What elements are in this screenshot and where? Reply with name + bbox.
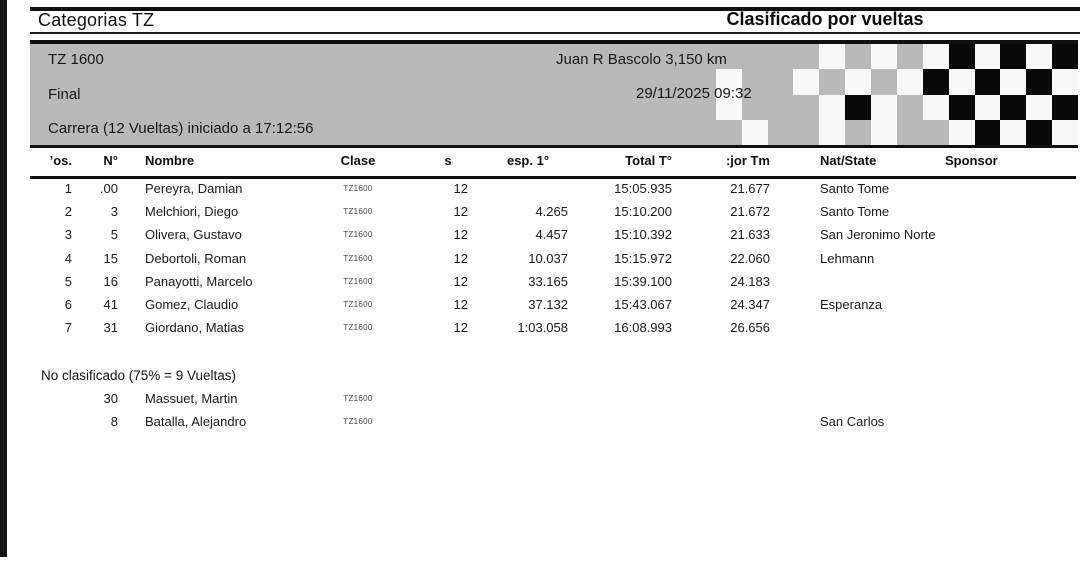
cell-gap-to-first: 37.132	[528, 297, 568, 312]
cell-car-number: 15	[103, 250, 118, 266]
cell-driver-name: Batalla, Alejandro	[145, 414, 247, 429]
cell-class: TZ1600	[343, 230, 373, 240]
cell-class: TZ1600	[343, 417, 373, 426]
checker-square	[1000, 44, 1026, 69]
checker-square	[768, 120, 794, 145]
cell-laps: 12	[453, 273, 468, 289]
checker-square	[897, 120, 923, 145]
checker-square	[793, 44, 819, 69]
checker-square	[742, 44, 768, 69]
checker-square	[819, 69, 845, 94]
cell-pos: 7	[64, 320, 72, 336]
checker-square	[1026, 120, 1052, 145]
cell-best-lap: 22.060	[730, 250, 770, 266]
checker-square	[897, 44, 923, 69]
cell-total-time: 15:39.100	[614, 273, 672, 289]
checker-square	[871, 120, 897, 145]
not-classified-row	[30, 391, 1078, 409]
cell-gap-to-first: 1:03.058	[517, 320, 568, 336]
cell-driver-name: Debortoli, Roman	[145, 250, 247, 266]
checker-square	[975, 95, 1001, 120]
cell-best-lap: 24.347	[730, 297, 770, 312]
checker-square	[768, 95, 794, 120]
report-title: Clasificado por vueltas	[726, 9, 924, 29]
cell-nat-state: Santo Tome	[820, 181, 890, 196]
cell-laps: 12	[453, 204, 468, 220]
checker-square	[975, 120, 1001, 145]
checker-square	[871, 95, 897, 120]
cell-driver-name: Melchiori, Diego	[145, 204, 239, 220]
cell-car-number: 16	[103, 273, 118, 289]
checker-square	[1052, 44, 1078, 69]
cell-driver-name: Olivera, Gustavo	[145, 227, 242, 243]
header-nat-state: Nat/State	[820, 153, 877, 168]
cell-car-number: 5	[110, 227, 118, 243]
cell-laps: 12	[453, 320, 468, 336]
cell-nat-state: Esperanza	[820, 297, 883, 312]
cell-best-lap: 21.677	[730, 181, 770, 196]
report-datetime: 29/11/2025 09:32	[636, 85, 752, 102]
checker-square	[845, 120, 871, 145]
checker-square	[768, 44, 794, 69]
checker-square	[819, 120, 845, 145]
result-row	[30, 297, 1078, 315]
cell-nat-state: San Carlos	[820, 414, 885, 429]
checker-square	[1026, 95, 1052, 120]
checker-square	[975, 69, 1001, 94]
cell-laps: 12	[453, 181, 468, 196]
cell-class: TZ1600	[343, 184, 373, 193]
cell-nat-state: San Jeronimo Norte	[820, 227, 936, 243]
checker-square	[716, 120, 742, 145]
checker-square	[793, 95, 819, 120]
category-title: Categorias TZ	[38, 10, 155, 30]
header-best-lap: :jor Tm	[725, 153, 770, 168]
race-start-info: Carrera (12 Vueltas) iniciado a 17:12:56	[48, 120, 314, 137]
cell-class: TZ1600	[343, 253, 373, 263]
title-underline	[30, 32, 1080, 34]
cell-class: TZ1600	[343, 300, 373, 309]
not-classified-label: No clasificado (75% = 9 Vueltas)	[41, 368, 236, 383]
cell-gap-to-first: 10.037	[528, 250, 568, 266]
checker-square	[793, 120, 819, 145]
checker-square	[949, 120, 975, 145]
not-classified-row	[30, 414, 1078, 432]
result-row	[30, 227, 1078, 245]
checker-square	[1052, 120, 1078, 145]
session-info-box	[30, 40, 1078, 148]
cell-car-number: 8	[110, 414, 118, 429]
checker-square	[1000, 69, 1026, 94]
cell-gap-to-first: 4.265	[535, 204, 568, 220]
cell-laps: 12	[453, 227, 468, 243]
cell-pos: 4	[64, 250, 72, 266]
header-pos: ’os.	[49, 153, 72, 168]
cell-car-number: 31	[103, 320, 118, 336]
result-row	[30, 320, 1078, 338]
result-row	[30, 204, 1078, 222]
checker-square	[897, 95, 923, 120]
result-row	[30, 251, 1078, 269]
cell-pos: 3	[64, 227, 72, 243]
checker-square	[1026, 69, 1052, 94]
results-header-row	[30, 153, 1078, 171]
checker-square	[975, 44, 1001, 69]
checker-square	[923, 120, 949, 145]
cell-pos: 5	[64, 273, 72, 289]
header-car-number: N°	[103, 153, 118, 168]
cell-total-time: 15:43.067	[614, 297, 672, 312]
cell-car-number: .00	[99, 181, 118, 196]
checker-square	[1026, 44, 1052, 69]
cell-driver-name: Giordano, Matias	[145, 320, 244, 336]
cell-car-number: 3	[110, 204, 118, 220]
checker-square	[923, 95, 949, 120]
session-name: Final	[48, 86, 81, 103]
header-driver-name: Nombre	[145, 153, 195, 168]
cell-total-time: 15:10.392	[614, 227, 672, 243]
cell-driver-name: Panayotti, Marcelo	[145, 273, 253, 289]
checker-square	[1000, 120, 1026, 145]
checker-square	[923, 44, 949, 69]
header-class: Clase	[340, 153, 376, 168]
cell-nat-state: Santo Tome	[820, 204, 890, 220]
cell-car-number: 30	[103, 391, 118, 406]
checker-square	[819, 44, 845, 69]
header-underline	[30, 176, 1076, 179]
circuit-name: Juan R Bascolo 3,150 km	[556, 51, 727, 68]
cell-driver-name: Gomez, Claudio	[145, 297, 239, 312]
page-edge-shadow	[0, 0, 7, 557]
class-name: TZ 1600	[48, 51, 104, 68]
checker-square	[845, 95, 871, 120]
cell-pos: 6	[64, 297, 72, 312]
cell-best-lap: 26.656	[730, 320, 770, 336]
checker-square	[949, 44, 975, 69]
header-gap-to-first: esp. 1°	[506, 153, 550, 168]
cell-best-lap: 21.672	[730, 204, 770, 220]
header-laps: s	[444, 153, 452, 168]
checker-square	[793, 69, 819, 94]
cell-laps: 12	[453, 297, 468, 312]
checker-square	[742, 120, 768, 145]
cell-total-time: 15:15.972	[614, 250, 672, 266]
checker-square	[1052, 95, 1078, 120]
cell-driver-name: Massuet, Martin	[145, 391, 238, 406]
cell-best-lap: 21.633	[730, 227, 770, 243]
cell-total-time: 15:10.200	[614, 204, 672, 220]
cell-gap-to-first: 4.457	[535, 227, 568, 243]
checker-square	[1052, 69, 1078, 94]
cell-pos: 2	[64, 204, 72, 220]
checker-square	[845, 44, 871, 69]
cell-laps: 12	[453, 250, 468, 266]
cell-class: TZ1600	[343, 276, 373, 286]
checker-square	[949, 69, 975, 94]
checker-square	[897, 69, 923, 94]
result-row	[30, 181, 1078, 199]
header-sponsor: Sponsor	[945, 153, 998, 168]
checker-square	[768, 69, 794, 94]
cell-total-time: 15:05.935	[614, 181, 672, 196]
checker-square	[871, 69, 897, 94]
checker-square	[1000, 95, 1026, 120]
cell-nat-state: Lehmann	[820, 250, 875, 266]
cell-car-number: 41	[103, 297, 118, 312]
checker-square	[871, 44, 897, 69]
cell-class: TZ1600	[343, 207, 373, 217]
cell-gap-to-first: 33.165	[528, 273, 568, 289]
header-total-time: Total T°	[625, 153, 672, 168]
cell-best-lap: 24.183	[730, 273, 770, 289]
cell-total-time: 16:08.993	[614, 320, 672, 336]
checker-square	[819, 95, 845, 120]
checker-square	[949, 95, 975, 120]
checker-square	[845, 69, 871, 94]
result-row	[30, 274, 1078, 292]
cell-pos: 1	[64, 181, 72, 196]
cell-class: TZ1600	[343, 394, 373, 403]
checker-square	[690, 120, 716, 145]
checker-square	[923, 69, 949, 94]
cell-driver-name: Pereyra, Damian	[145, 181, 243, 196]
cell-class: TZ1600	[343, 323, 373, 333]
